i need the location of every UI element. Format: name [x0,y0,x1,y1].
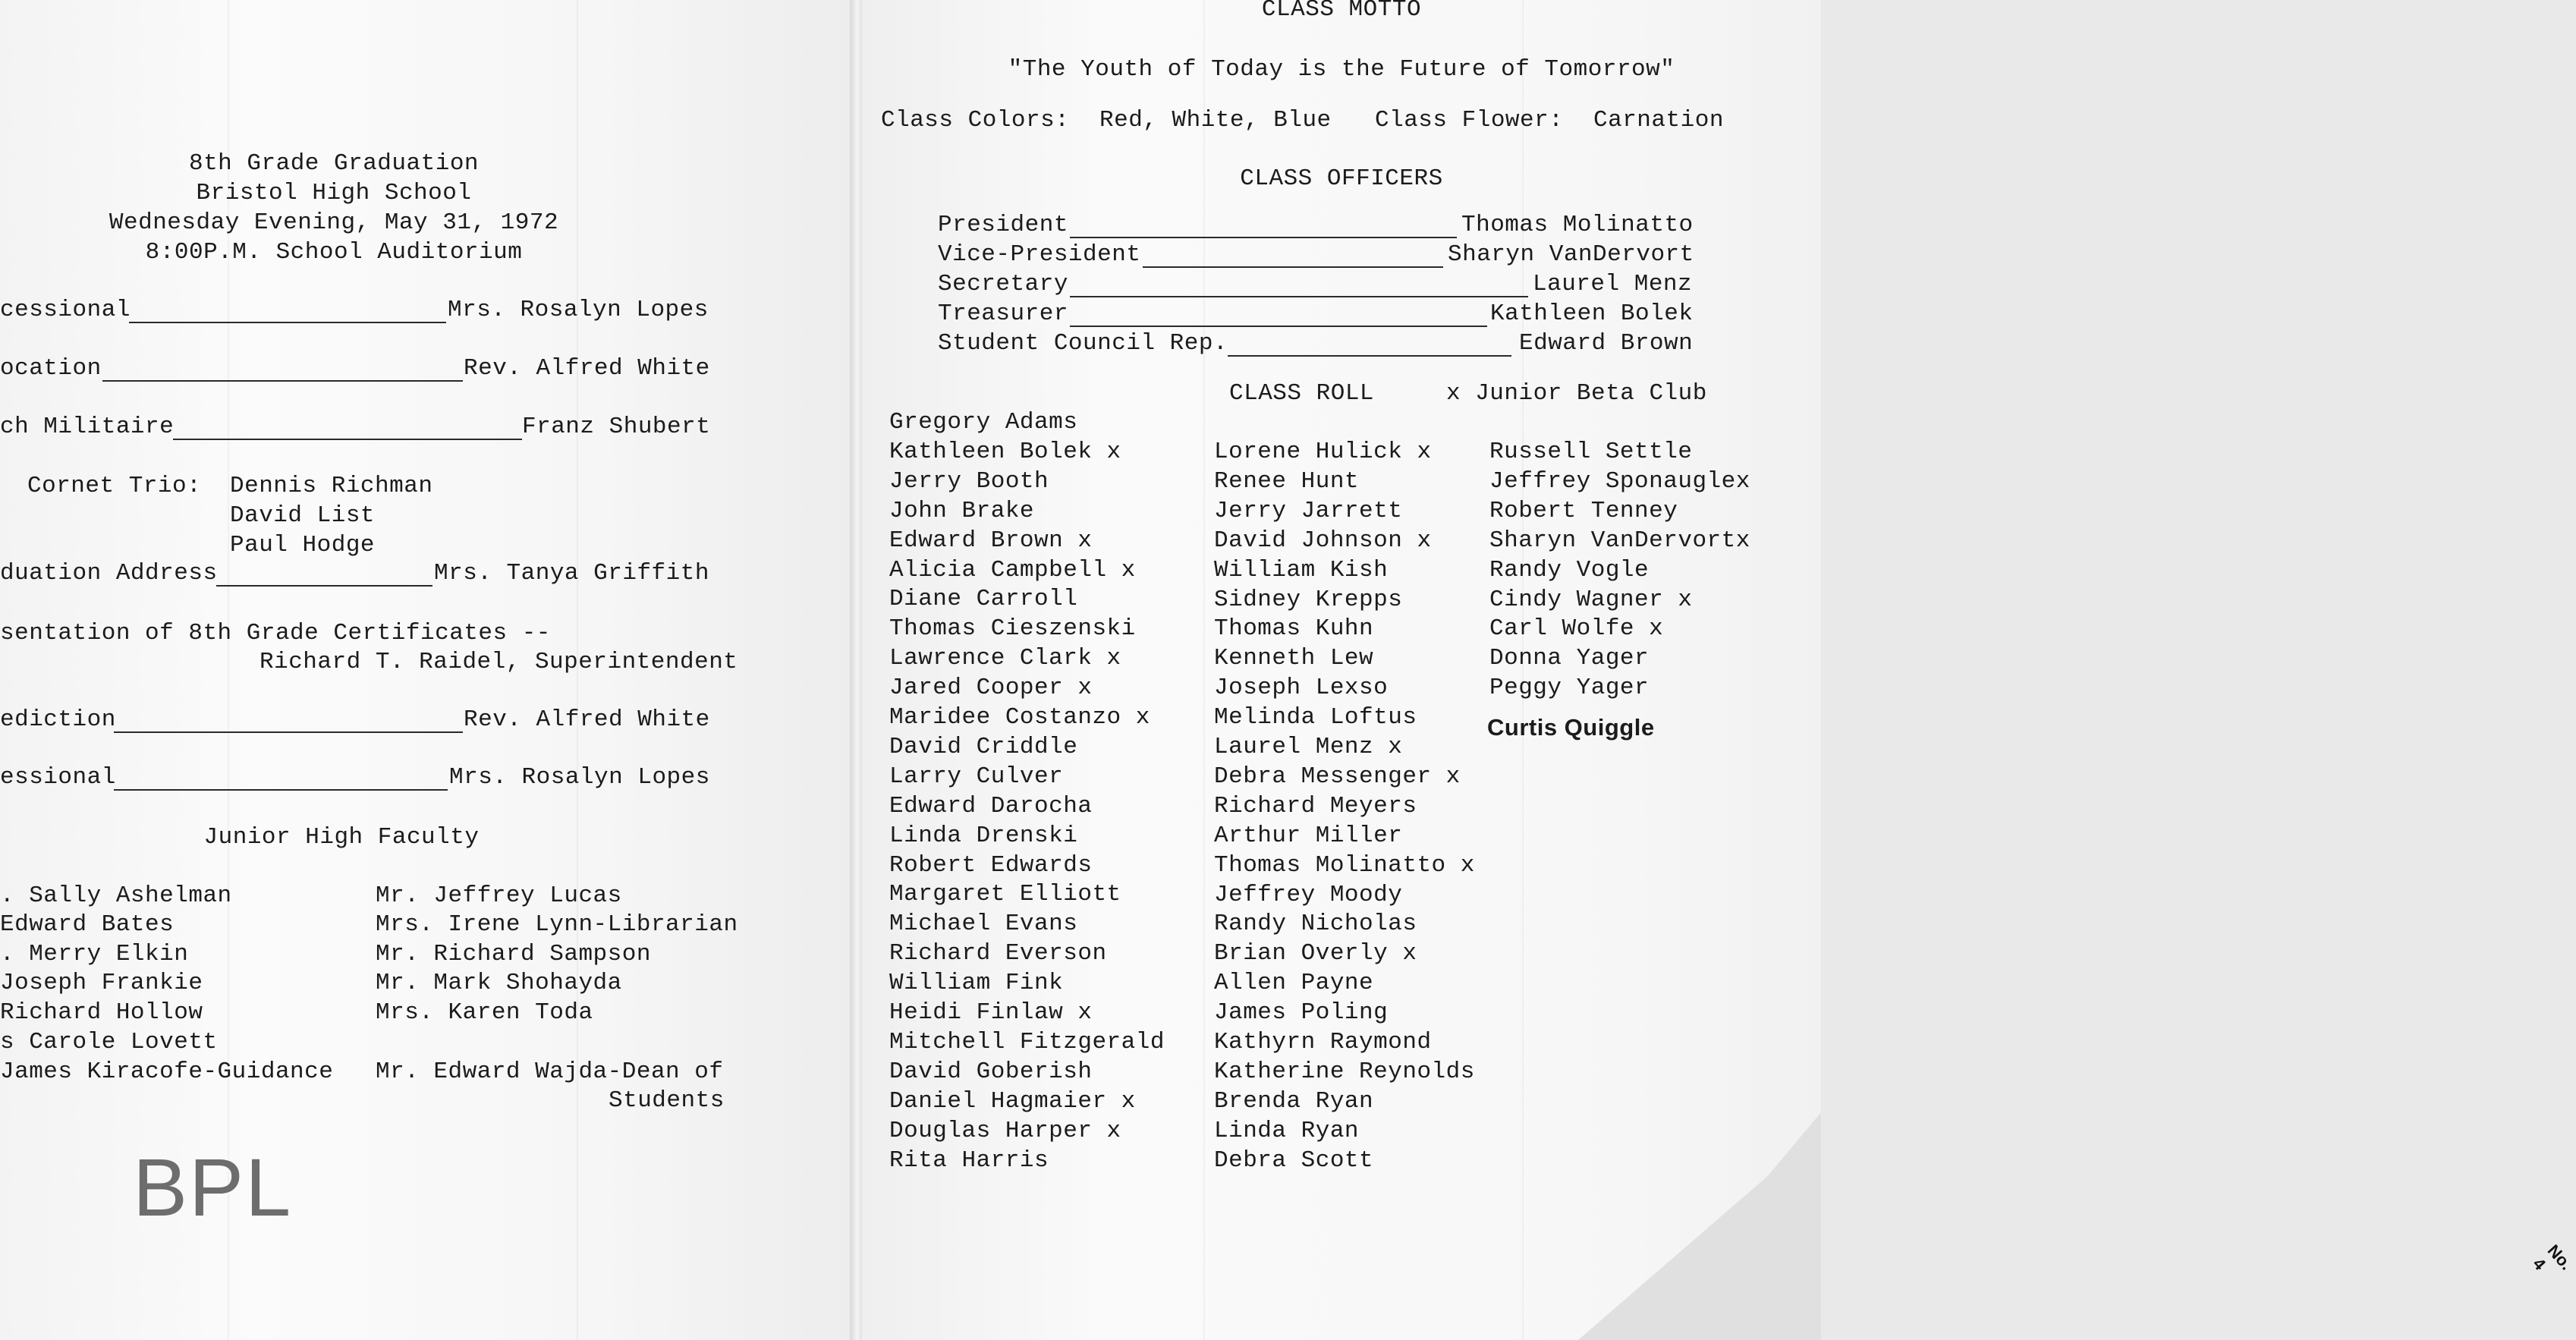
officer-role: Student Council Rep. [938,330,1228,357]
paper-crease [1203,0,1205,1340]
roll-name: Edward Brown x [889,527,1093,554]
class-colors-label: Class Colors: [881,107,1070,134]
roll-name: Renee Hunt [1214,467,1360,495]
roll-name: Linda Drenski [889,822,1078,849]
roll-name: James Poling [1214,999,1389,1027]
roll-name: David Johnson x [1214,527,1432,554]
roll-name: Cindy Wagner x [1489,586,1693,613]
officer-role: Vice-President [938,241,1141,268]
roll-name: Randy Nicholas [1214,911,1417,938]
right-page [862,0,2576,1340]
roll-name: Donna Yager [1489,645,1650,672]
program-label-recessional: essional [0,764,116,791]
roll-name: Carl Wolfe x [1489,615,1664,643]
number-stamp: No. 4 [2529,1241,2576,1274]
bpl-watermark: BPL [133,1141,293,1233]
faculty-member: Joseph Frankie [0,970,203,996]
program-name-processional: Mrs. Rosalyn Lopes [448,297,709,323]
roll-name: Kenneth Lew [1214,645,1374,672]
roll-name: Debra Messenger x [1214,763,1461,790]
roll-name: Margaret Elliott [889,881,1121,908]
motto-title: CLASS MOTTO [1261,0,1422,23]
roll-name: Heidi Finlaw x [889,999,1093,1026]
page-fold [850,0,862,1340]
cornet-player: David List [230,502,376,529]
officer-rule [1070,237,1457,238]
torn-corner [1578,1112,1821,1340]
left-page [0,0,850,1340]
roll-name-added: Curtis Quiggle [1487,714,1655,741]
certificates-presenter: Richard T. Raidel, Superintendent [259,649,738,675]
program-rule [129,322,446,323]
roll-name: Melinda Loftus [1214,704,1417,731]
roll-name: Robert Tenney [1489,497,1678,524]
program-label-address: duation Address [0,560,218,587]
program-name-address: Mrs. Tanya Griffith [434,560,709,587]
faculty-member: James Kiracofe-Guidance [0,1058,334,1085]
roll-name: Allen Payne [1214,970,1374,997]
header-line-time: 8:00P.M. School Auditorium [145,239,523,266]
officer-role: President [938,212,1068,238]
roll-name: John Brake [889,497,1035,524]
roll-name: Diane Carroll [889,586,1078,613]
program-label-invocation: ocation [0,355,102,382]
program-rule [173,439,522,440]
officer-rule [1070,326,1487,327]
roll-name: Michael Evans [889,911,1078,938]
roll-legend: x Junior Beta Club [1446,380,1707,407]
roll-name: William Kish [1214,556,1389,583]
roll-name: Jared Cooper x [889,675,1093,702]
roll-name: Debra Scott [1214,1147,1374,1174]
roll-name: Sidney Krepps [1214,586,1403,613]
faculty-member: Mrs. Karen Toda [376,999,593,1026]
roll-name: Sharyn VanDervortx [1489,527,1750,554]
program-rule [216,585,432,587]
program-label-march: ch Militaire [0,414,175,440]
officer-role: Secretary [938,271,1068,297]
officer-name: Laurel Menz [1533,271,1693,297]
program-name-benediction: Rev. Alfred White [464,706,710,733]
program-rule [114,789,448,791]
roll-name: Jerry Jarrett [1214,497,1403,524]
roll-name: William Fink [889,970,1064,997]
officer-rule [1070,296,1528,297]
faculty-member: s Carole Lovett [0,1029,218,1055]
roll-name: Peggy Yager [1489,675,1650,702]
officers-title: CLASS OFFICERS [1240,165,1443,192]
roll-name: Mitchell Fitzgerald [889,1028,1165,1055]
roll-name: Gregory Adams [889,409,1078,436]
officer-name: Sharyn VanDervort [1448,241,1694,268]
roll-name: Jerry Booth [889,467,1049,495]
roll-name: Laurel Menz x [1214,734,1403,760]
header-line-school: Bristol High School [196,180,472,206]
faculty-member: Mr. Jeffrey Lucas [376,882,622,909]
faculty-member: Edward Bates [0,911,175,938]
roll-name: Larry Culver [889,763,1064,790]
roll-name: Rita Harris [889,1147,1049,1174]
cornet-trio-label: Cornet Trio: [27,473,202,499]
roll-name: Robert Edwards [889,851,1093,879]
roll-name: Jeffrey Moody [1214,881,1403,908]
cornet-player: Dennis Richman [230,473,433,499]
officer-role: Treasurer [938,300,1068,327]
roll-name: Alicia Campbell x [889,556,1136,583]
roll-name: Brenda Ryan [1214,1087,1374,1115]
roll-name: Linda Ryan [1214,1117,1360,1144]
roll-name: Katherine Reynolds [1214,1058,1475,1085]
faculty-member: Students [609,1087,725,1114]
roll-name: Maridee Costanzo x [889,704,1150,731]
roll-name: Jeffrey Sponauglex [1489,467,1750,495]
class-colors-value: Red, White, Blue [1099,107,1332,134]
cornet-player: Paul Hodge [230,532,376,558]
roll-name: Randy Vogle [1489,556,1650,583]
faculty-member: . Sally Ashelman [0,882,232,909]
faculty-member: Richard Hollow [0,999,203,1026]
roll-name: Kathyrn Raymond [1214,1029,1432,1055]
roll-name: Kathleen Bolek x [889,438,1121,465]
roll-name: Thomas Molinatto x [1214,851,1475,879]
roll-name: Joseph Lexso [1214,675,1389,702]
header-line-date: Wednesday Evening, May 31, 1972 [109,209,559,236]
officer-name: Kathleen Bolek [1490,300,1694,327]
roll-name: Brian Overly x [1214,940,1417,967]
roll-name: Richard Meyers [1214,792,1417,819]
roll-name: Lawrence Clark x [889,645,1121,672]
faculty-member: Mr. Edward Wajda-Dean of [376,1058,724,1085]
faculty-member: . Merry Elkin [0,941,189,967]
roll-name: David Criddle [889,733,1078,760]
faculty-member: Mrs. Irene Lynn-Librarian [376,911,738,938]
certificates-line: sentation of 8th Grade Certificates -- [0,620,551,646]
header-line-title: 8th Grade Graduation [188,150,480,177]
program-rule [114,731,463,733]
program-label-processional: cessional [0,297,131,323]
officer-rule [1143,266,1443,268]
roll-name: Thomas Kuhn [1214,615,1374,643]
officer-name: Thomas Molinatto [1461,212,1694,238]
program-label-benediction: ediction [0,706,116,733]
faculty-member: Mr. Mark Shohayda [376,970,622,996]
program-name-march: Franz Shubert [522,414,711,440]
officer-rule [1228,355,1511,357]
roll-name: Douglas Harper x [889,1117,1121,1144]
faculty-member: Mr. Richard Sampson [376,941,651,967]
program-rule [102,380,463,382]
roll-title: CLASS ROLL [1229,380,1375,407]
roll-name: Lorene Hulick x [1214,439,1432,465]
roll-name: Arthur Miller [1214,822,1403,849]
program-name-recessional: Mrs. Rosalyn Lopes [449,764,710,791]
roll-name: Edward Darocha [889,792,1093,819]
roll-name: Richard Everson [889,940,1107,967]
roll-name: Russell Settle [1489,439,1693,465]
roll-name: Daniel Hagmaier x [889,1087,1136,1115]
officer-name: Edward Brown [1519,330,1694,357]
class-flower-label: Class Flower: [1375,107,1564,134]
program-name-invocation: Rev. Alfred White [464,355,710,382]
faculty-title: Junior High Faculty [203,824,480,851]
roll-name: David Goberish [889,1058,1093,1085]
class-motto: "The Youth of Today is the Future of Tomorrow" [1008,56,1675,83]
class-flower-value: Carnation [1593,107,1724,134]
roll-name: Thomas Cieszenski [889,615,1136,643]
